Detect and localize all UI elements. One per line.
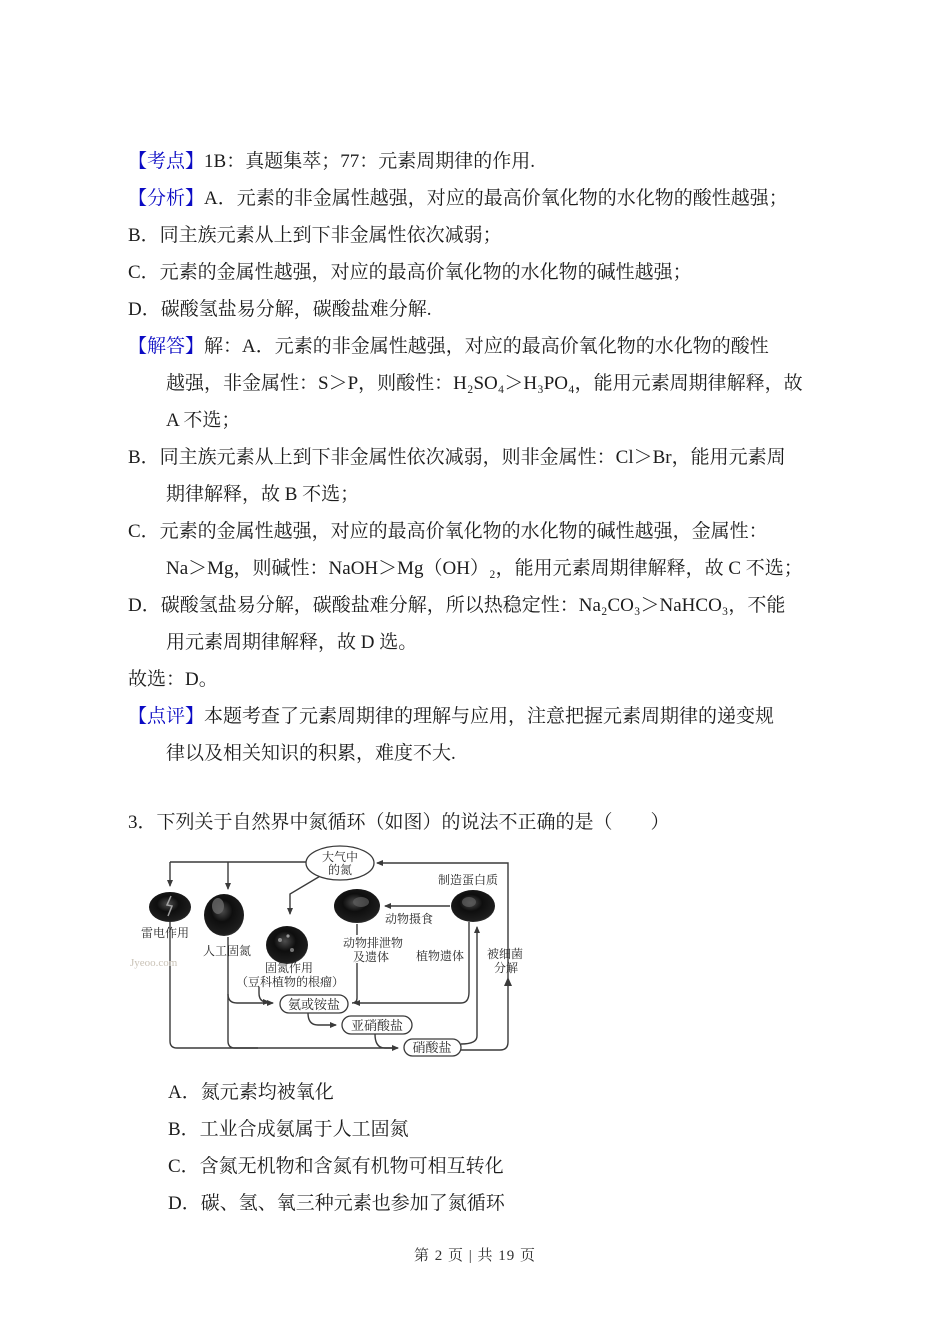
line-jieda-7: Na＞Mg，则碱性：NaOH＞Mg（OH）₂，能用元素周期律解释，故 C 不选； [166, 558, 803, 579]
line-jieda-2: 越强，非金属性：S＞P，则酸性：H₂SO₄＞H₃PO₄，能用元素周期律解释，故 [166, 373, 803, 394]
arrow-nitrite-to-nitrate [375, 1034, 398, 1048]
fixation-label: 固氮作用 [264, 961, 314, 975]
kaodian-text: 1B：真题集萃；77：元素周期律的作用. [204, 151, 535, 172]
bacteria-label-2: 分解 [493, 961, 519, 975]
kaodian-tag: 【考点】 [128, 151, 205, 172]
fenxi-tag: 【分析】 [128, 188, 205, 209]
line-jieda-1 [128, 328, 828, 365]
atmosphere-label-2: 的氮 [327, 863, 353, 877]
fixation-note-label: （豆科植物的根瘤） [235, 975, 345, 989]
atmosphere-label-1: 大气中 [321, 850, 359, 864]
artificial-fixation-label: 人工固氮 [202, 944, 252, 958]
fixation-speck-3 [286, 934, 289, 937]
line-jieda-3: A 不选； [166, 410, 241, 431]
line-jieda-5: 期律解释，故 B 不选； [166, 484, 360, 505]
arrow-ammonia-to-nitrite [308, 1013, 336, 1025]
option-d: D．碳、氢、氧三种元素也参加了氮循环 [168, 1193, 505, 1214]
line-fenxi-a [128, 180, 828, 217]
animal-feeding-label: 动物摄食 [384, 912, 434, 926]
line-conclusion: 故选：D。 [128, 669, 218, 690]
line-jieda-8: D．碳酸氢盐易分解，碳酸盐难分解，所以热稳定性：Na₂CO₃＞NaHCO₃，不能 [128, 595, 786, 616]
page-number-footer: 第 2 页 | 共 19 页 [413, 1248, 536, 1264]
line-fenxi-c: C．元素的金属性越强，对应的最高价氧化物的水化物的碱性越强； [128, 262, 692, 283]
jieda-tag: 【解答】 [128, 336, 205, 357]
bacteria-label-1: 被细菌 [486, 947, 524, 961]
line-fenxi-d: D．碳酸氢盐易分解，碳酸盐难分解. [128, 299, 432, 320]
fixation-speck-1 [278, 938, 282, 942]
nitrogen-cycle-diagram [128, 841, 828, 1074]
protein-plant-highlight [462, 897, 476, 907]
line-jieda-9: 用元素周期律解释，故 D 选。 [166, 632, 418, 653]
line-dianping-1 [128, 698, 828, 735]
nitrite-label: 亚硝酸盐 [350, 1018, 404, 1033]
arrow-to-fixation [290, 875, 322, 914]
line-fenxi-b: B．同主族元素从上到下非金属性依次减弱； [128, 225, 502, 246]
option-b: B．工业合成氨属于人工固氮 [168, 1119, 409, 1140]
artificial-fixation-highlight [212, 898, 224, 914]
nitrogen-cycle-figure [128, 842, 530, 1070]
animal-highlight [353, 897, 369, 907]
nitrate-label: 硝酸盐 [412, 1040, 452, 1055]
fixation-speck-2 [290, 948, 294, 952]
fixation-image [266, 926, 308, 964]
diagram-watermark: Jyeoo.com [130, 957, 178, 969]
option-c: C．含氮无机物和含氮有机物可相互转化 [168, 1156, 504, 1177]
line-kaodian [128, 143, 828, 180]
blank-gap [128, 772, 828, 804]
dianping-tag: 【点评】 [128, 706, 205, 727]
artificial-fixation-image [204, 894, 244, 936]
arrow-fixation-to-ammonia [259, 987, 269, 1002]
document-body [128, 143, 828, 1222]
line-jieda-6: C．元素的金属性越强，对应的最高价氧化物的水化物的碱性越强，金属性： [128, 521, 768, 542]
fenxi-a-text: A．元素的非金属性越强，对应的最高价氧化物的水化物的酸性越强； [204, 188, 788, 209]
dianping-first-text: 本题考查了元素周期律的理解与应用，注意把握元素周期律的递变规 [204, 706, 775, 727]
line-jieda-4: B．同主族元素从上到下非金属性依次减弱，则非金属性：Cl＞Br，能用元素周 [128, 447, 786, 468]
animal-waste-label-2: 及遗体 [352, 950, 390, 964]
ammonia-label: 氨或铵盐 [287, 997, 341, 1012]
lightning-label: 雷电作用 [140, 926, 190, 940]
question-3-stem: 3．下列关于自然界中氮循环（如图）的说法不正确的是（ ） [128, 812, 670, 833]
jieda-first-text: 解：A．元素的非金属性越强，对应的最高价氧化物的水化物的酸性 [204, 336, 769, 357]
animal-waste-label-1: 动物排泄物 [342, 936, 404, 950]
line-dianping-2: 律以及相关知识的积累，难度不大. [166, 743, 456, 764]
option-a: A．氮元素均被氧化 [168, 1082, 334, 1103]
make-protein-label: 制造蛋白质 [437, 873, 499, 887]
plant-remains-label: 植物遗体 [415, 949, 465, 963]
arrowhead-bacteria-up [504, 977, 512, 986]
